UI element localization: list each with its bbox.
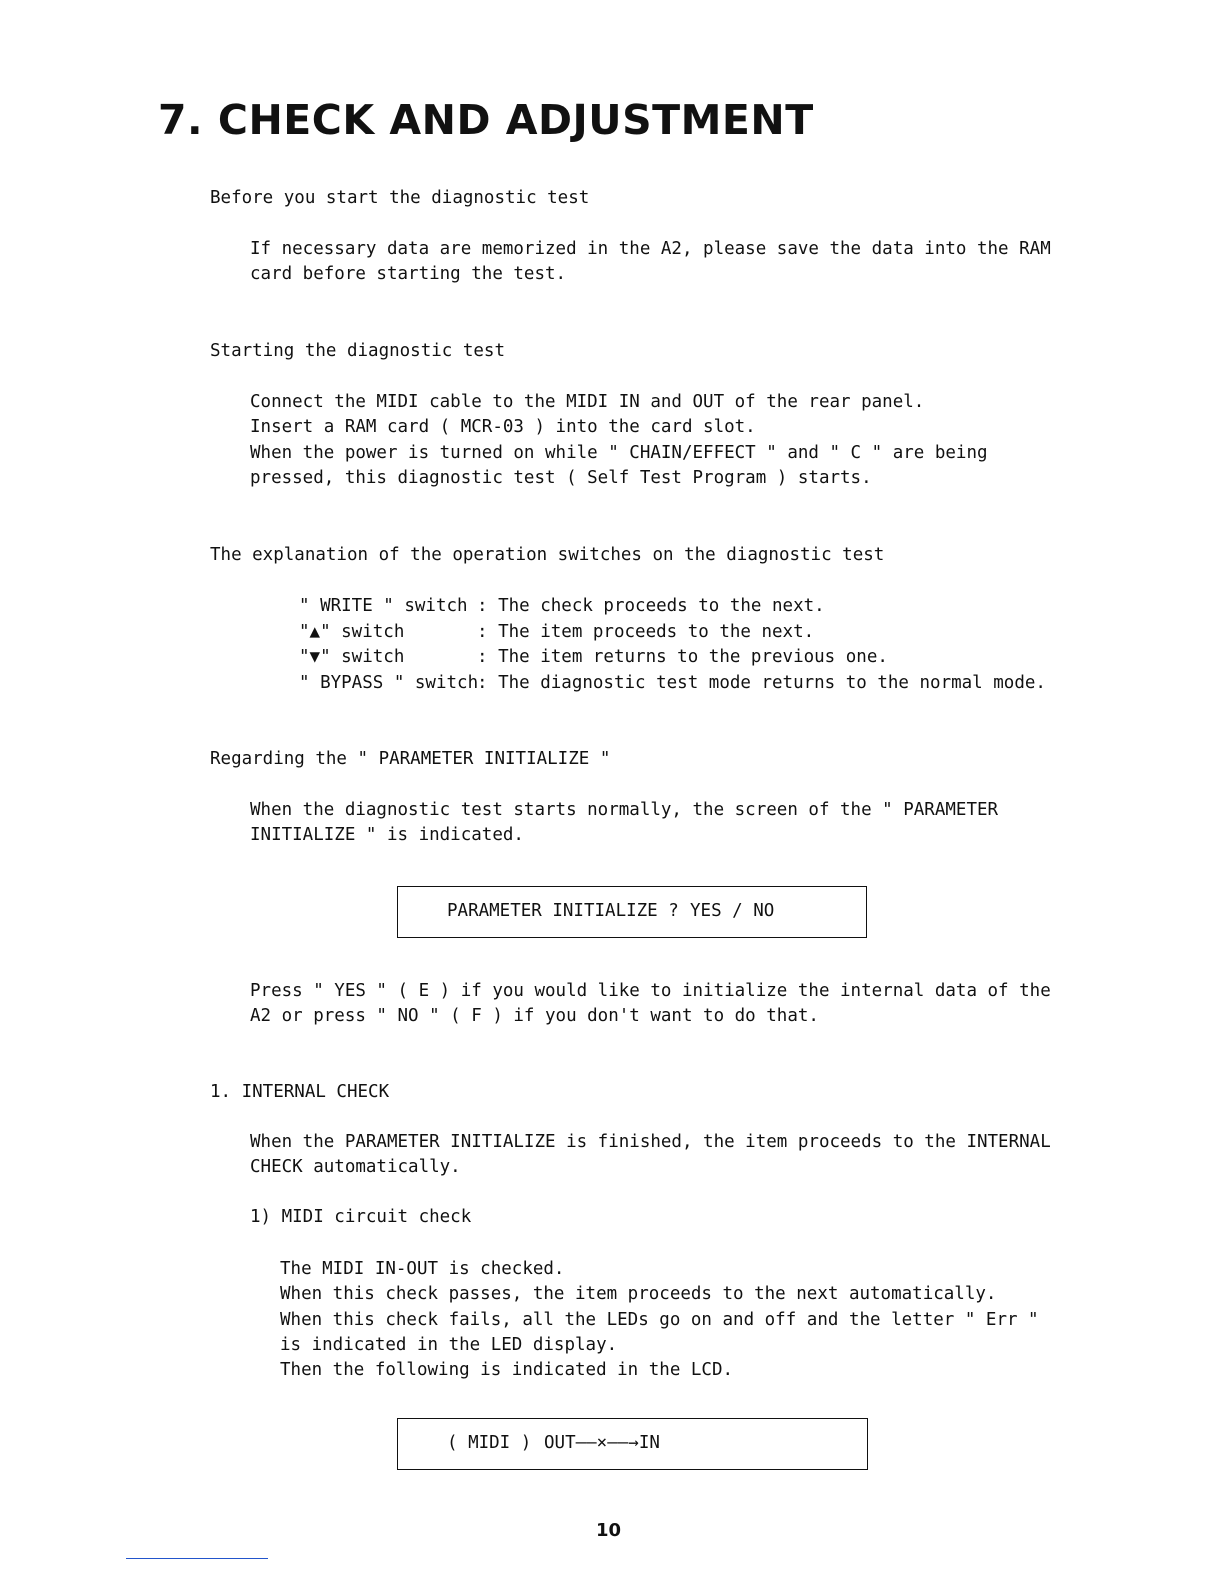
lcd-options: YES / NO: [690, 901, 775, 921]
switch-description: : The item proceeds to the next.: [477, 622, 815, 642]
switch-name: "▼" switch: [299, 647, 405, 667]
page-number: 10: [596, 1520, 622, 1541]
paragraph-line: When this check passes, the item proceeds to the next automatically.: [280, 1284, 997, 1304]
paragraph-line: When the power is turned on while " CHAIN/EFFECT " and " C " are being: [250, 443, 988, 463]
section-heading-internal-check: 1. INTERNAL CHECK: [210, 1082, 390, 1102]
switch-description: : The diagnostic test mode returns to the normal mode.: [477, 673, 1046, 693]
switch-description: : The check proceeds to the next.: [477, 596, 825, 616]
lcd-label: ( MIDI ): [447, 1433, 532, 1453]
paragraph-line: When the PARAMETER INITIALIZE is finished, the item proceeds to the INTERNAL: [250, 1132, 1051, 1152]
section-heading-param-init: Regarding the " PARAMETER INITIALIZE ": [210, 749, 611, 769]
paragraph-line: When this check fails, all the LEDs go on and off and the letter " Err ": [280, 1310, 1039, 1330]
lcd-prompt: PARAMETER INITIALIZE ?: [447, 901, 679, 921]
section-heading-before: Before you start the diagnostic test: [210, 188, 590, 208]
paragraph-line: If necessary data are memorized in the A2, please save the data into the RAM: [250, 239, 1051, 259]
paragraph-line: is indicated in the LED display.: [280, 1335, 618, 1355]
page-title: 7. CHECK AND ADJUSTMENT: [158, 96, 814, 144]
paragraph-line: Insert a RAM card ( MCR-03 ) into the card slot.: [250, 417, 756, 437]
switch-description: : The item returns to the previous one.: [477, 647, 888, 667]
switch-name: " BYPASS " switch: [299, 673, 479, 693]
section-heading-switches: The explanation of the operation switches on the diagnostic test: [210, 545, 885, 565]
paragraph-line: Connect the MIDI cable to the MIDI IN and OUT of the rear panel.: [250, 392, 925, 412]
switch-name: " WRITE " switch: [299, 596, 468, 616]
lcd-display-midi: [397, 1418, 868, 1470]
paragraph-line: Press " YES " ( E ) if you would like to initialize the internal data of the: [250, 981, 1051, 1001]
paragraph-line: card before starting the test.: [250, 264, 567, 284]
lcd-display-param-init: [397, 886, 867, 938]
paragraph-line: The MIDI IN-OUT is checked.: [280, 1259, 565, 1279]
switch-name: "▲" switch: [299, 622, 405, 642]
paragraph-line: Then the following is indicated in the LCD.: [280, 1360, 734, 1380]
paragraph-line: When the diagnostic test starts normally, the screen of the " PARAMETER: [250, 800, 999, 820]
paragraph-line: pressed, this diagnostic test ( Self Test Program ) starts.: [250, 468, 872, 488]
section-heading-starting: Starting the diagnostic test: [210, 341, 506, 361]
paragraph-line: INITIALIZE " is indicated.: [250, 825, 524, 845]
subsection-heading-midi: 1) MIDI circuit check: [250, 1207, 472, 1227]
lcd-signal: OUT——×——→IN: [544, 1433, 660, 1453]
footer-rule: [126, 1558, 268, 1559]
paragraph-line: A2 or press " NO " ( F ) if you don't want to do that.: [250, 1006, 819, 1026]
paragraph-line: CHECK automatically.: [250, 1157, 461, 1177]
